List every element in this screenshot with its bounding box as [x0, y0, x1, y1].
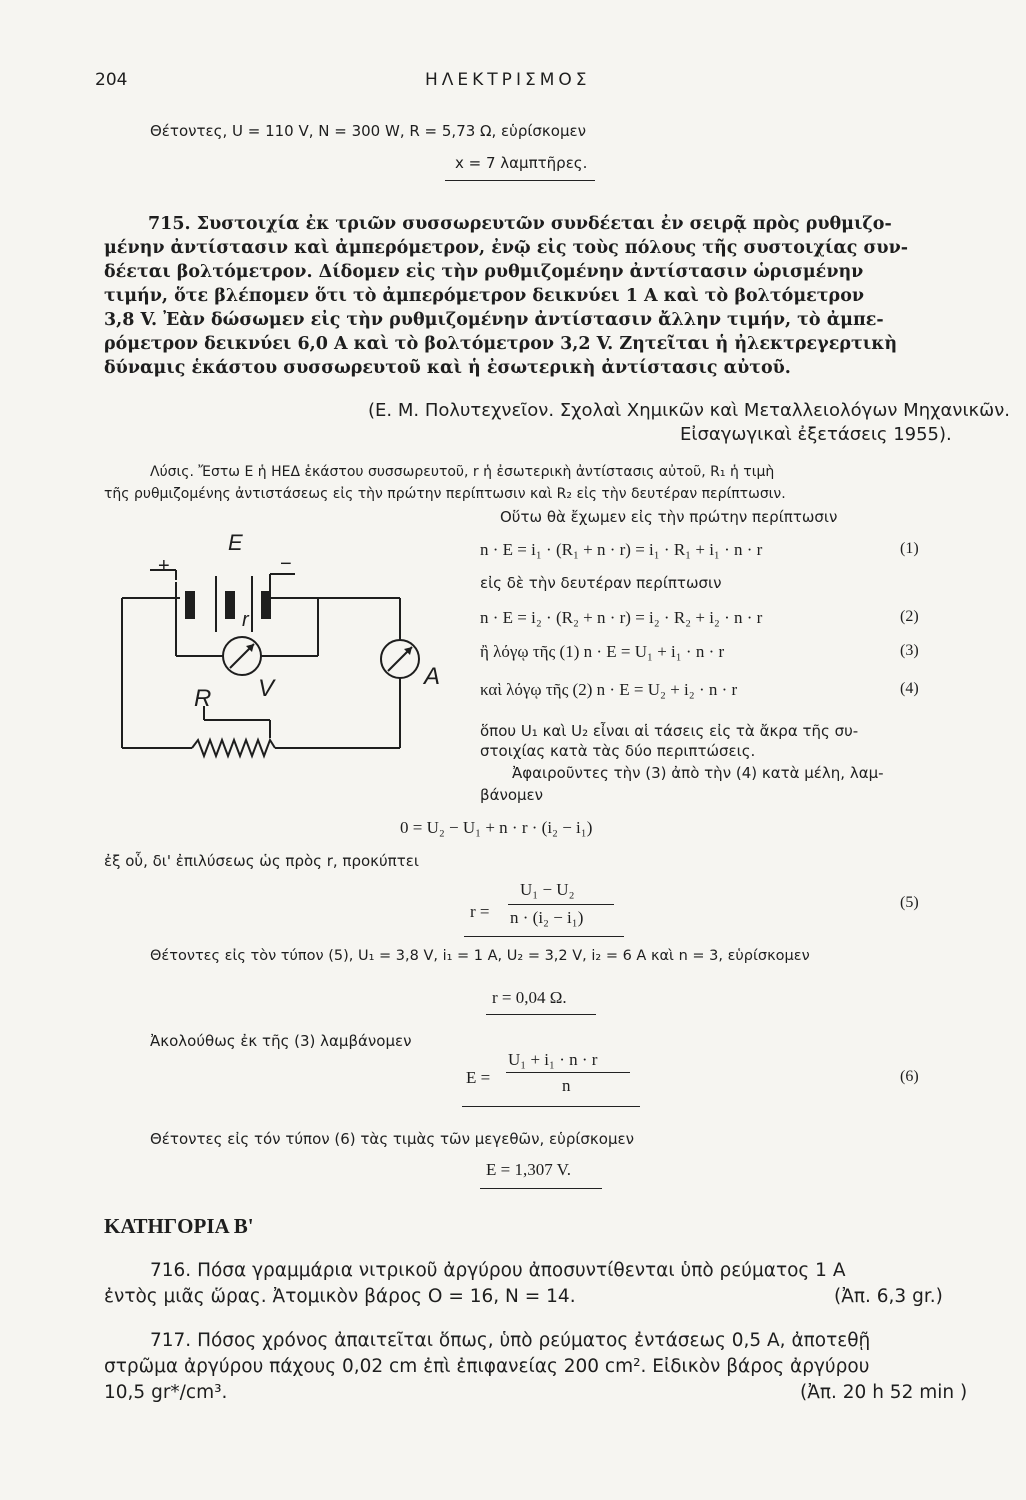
- solution-intro-2: τῆς ρυθμιζομένης ἀντιστάσεως εἰς τὴν πρώτην περίπτωσιν καὶ R₂ εἰς τὴν δευτέραν περίπτωσιν.: [104, 486, 786, 502]
- problem-717-line-1: 717. Πόσος χρόνος ἀπαιτεῖται ὅπως, ὑπὸ ρεύματος ἐντάσεως 0,5 A, ἀποτεθῇ: [150, 1330, 871, 1351]
- problem-717-answer: (Ἀπ. 20 h 52 min ): [800, 1382, 968, 1403]
- subtract-text-1: Ἀφαιροῦντες τὴν (3) ἀπὸ τὴν (4) κατὰ μέλη, λαμ-: [512, 764, 884, 782]
- second-case-text: εἰς δὲ τὴν δευτέραν περίπτωσιν: [480, 574, 722, 592]
- solving-text: ἐξ οὗ, δι' ἐπιλύσεως ὡς πρὸς r, προκύπτει: [104, 852, 419, 870]
- formula-6-rule: [462, 1106, 640, 1107]
- equation-1-number: (1): [900, 540, 919, 557]
- r-fraction-bar: [508, 904, 614, 905]
- equation-3: ἢ λόγῳ τῆς (1) n · E = U₁ + i₁ · n · r: [480, 642, 725, 661]
- e-result-rule: [480, 1188, 602, 1189]
- r-result: r = 0,04 Ω.: [492, 988, 567, 1007]
- source-line-2: Εἰσαγωγικαὶ ἐξετάσεις 1955).: [680, 424, 952, 445]
- equation-6-number: (6): [900, 1068, 919, 1085]
- e-result: E = 1,307 V.: [486, 1160, 571, 1179]
- substitution-6-text: Θέτοντες εἰς τόν τύπον (6) τὰς τιμὰς τῶν μεγεθῶν, εὑρίσκομεν: [150, 1130, 634, 1148]
- previous-problem-line: Θέτοντες, U = 110 V, N = 300 W, R = 5,73 Ω, εὑρίσκομεν: [150, 122, 586, 140]
- where-text-1: ὅπου U₁ καὶ U₂ εἶναι αἱ τάσεις εἰς τὰ ἄκρα τῆς συ-: [480, 722, 859, 740]
- result-rule: [445, 180, 595, 181]
- source-line-1: (Ε. Μ. Πολυτεχνεῖον. Σχολαὶ Χημικῶν καὶ Μεταλλειολόγων Μηχανικῶν.: [368, 400, 1010, 421]
- r-formula-denominator: n · (i₂ − i₁): [510, 908, 584, 927]
- running-title: ΗΛΕΚΤΡΙΣΜΟΣ: [425, 70, 591, 90]
- circuit-label-plus: +: [158, 555, 170, 577]
- circuit-label-r: r: [242, 609, 249, 631]
- equation-zero: 0 = U₂ − U₁ + n · r · (i₂ − i₁): [400, 818, 593, 837]
- equation-4-number: (4): [900, 680, 919, 697]
- first-case-text: Οὕτω θὰ ἔχωμεν εἰς τὴν πρώτην περίπτωσιν: [500, 508, 838, 526]
- problem-716-line-2: ἐντὸς μιᾶς ὥρας. Ἀτομικὸν βάρος O = 16, N = 14.: [104, 1286, 576, 1307]
- equation-3-number: (3): [900, 642, 919, 659]
- r-formula-lhs: r =: [470, 902, 490, 921]
- circuit-label-big-r: R: [194, 685, 212, 712]
- problem-715-line: δύναμις ἑκάστου συσσωρευτοῦ καὶ ἡ ἐσωτερικὴ ἀντίστασις αὐτοῦ.: [104, 358, 791, 378]
- then-text: Ἀκολούθως ἐκ τῆς (3) λαμβάνομεν: [150, 1032, 412, 1050]
- problem-717-line-2: στρῶμα ἀργύρου πάχους 0,02 cm ἐπὶ ἐπιφανείας 200 cm². Εἰδικὸν βάρος ἀργύρου: [104, 1356, 870, 1377]
- problem-715-line: τιμήν, ὅτε βλέπομεν ὅτι τὸ ἀμπερόμετρον δεικνύει 1 A καὶ τὸ βολτόμετρον: [104, 286, 865, 306]
- equation-2: n · E = i₂ · (R₂ + n · r) = i₂ · R₂ + i₂ · n · r: [480, 608, 763, 627]
- problem-715-line: δέεται βολτόμετρον. Δίδομεν εἰς τὴν ρυθμιζομένην ἀντίστασιν ὡρισμένην: [104, 262, 864, 282]
- problem-715-line: 715. Συστοιχία ἐκ τριῶν συσσωρευτῶν συνδέεται ἐν σειρᾷ πρὸς ρυθμιζο-: [148, 214, 892, 234]
- circuit-diagram: [110, 530, 441, 770]
- formula-5-rule: [464, 936, 624, 937]
- where-text-2: στοιχίας κατὰ τὰς δύο περιπτώσεις.: [480, 742, 756, 760]
- r-formula-numerator: U₁ − U₂: [520, 880, 575, 899]
- circuit-label-e: E: [228, 530, 243, 555]
- problem-716-answer: (Ἀπ. 6,3 gr.): [834, 1286, 943, 1307]
- problem-715-line: μένην ἀντίστασιν καὶ ἀμπερόμετρον, ἐνῷ εἰς τοὺς πόλους τῆς συστοιχίας συν-: [104, 238, 908, 258]
- problem-715-line: ρόμετρον δεικνύει 6,0 A καὶ τὸ βολτόμετρον 3,2 V. Ζητεῖται ἡ ἠλεκτρεγερτικὴ: [104, 334, 898, 354]
- problem-717-line-3: 10,5 gr*/cm³.: [104, 1382, 228, 1403]
- problem-715-line: 3,8 V. Ἐὰν δώσωμεν εἰς τὴν ρυθμιζομένην ἀντίστασιν ἄλλην τιμήν, τὸ ἀμπε-: [104, 310, 884, 330]
- e-formula-lhs: E =: [466, 1068, 491, 1087]
- e-formula-numerator: U₁ + i₁ · n · r: [508, 1050, 598, 1069]
- circuit-label-v: V: [258, 675, 275, 702]
- problem-716-line-1: 716. Πόσα γραμμάρια νιτρικοῦ ἀργύρου ἀποσυντίθενται ὑπὸ ρεύματος 1 A: [150, 1260, 846, 1281]
- circuit-label-a: A: [424, 663, 441, 690]
- e-formula-denominator: n: [562, 1076, 571, 1095]
- r-result-rule: [486, 1014, 596, 1015]
- equation-4: καὶ λόγῳ τῆς (2) n · E = U₂ + i₂ · n · r: [480, 680, 738, 699]
- solution-intro-1: Λύσις. Ἔστω E ἡ ΗΕΔ ἑκάστου συσσωρευτοῦ, r ἡ ἐσωτερικὴ ἀντίστασις αὐτοῦ, R₁ ἡ τιμὴ: [150, 464, 775, 480]
- circuit-label-minus: −: [280, 553, 292, 575]
- category-heading: ΚΑΤΗΓΟΡΙΑ Β': [104, 1214, 254, 1238]
- equation-2-number: (2): [900, 608, 919, 625]
- subtract-text-2: βάνομεν: [480, 786, 544, 804]
- equation-1: n · E = i₁ · (R₁ + n · r) = i₁ · R₁ + i₁ · n · r: [480, 540, 763, 559]
- page-number: 204: [95, 70, 128, 90]
- previous-problem-result: x = 7 λαμπτῆρες.: [455, 154, 588, 172]
- substitution-5-text: Θέτοντες εἰς τὸν τύπον (5), U₁ = 3,8 V, i₁ = 1 A, U₂ = 3,2 V, i₂ = 6 A καὶ n = 3, εὑρίσκομεν: [150, 948, 810, 964]
- equation-5-number: (5): [900, 894, 919, 911]
- e-fraction-bar: [506, 1072, 630, 1073]
